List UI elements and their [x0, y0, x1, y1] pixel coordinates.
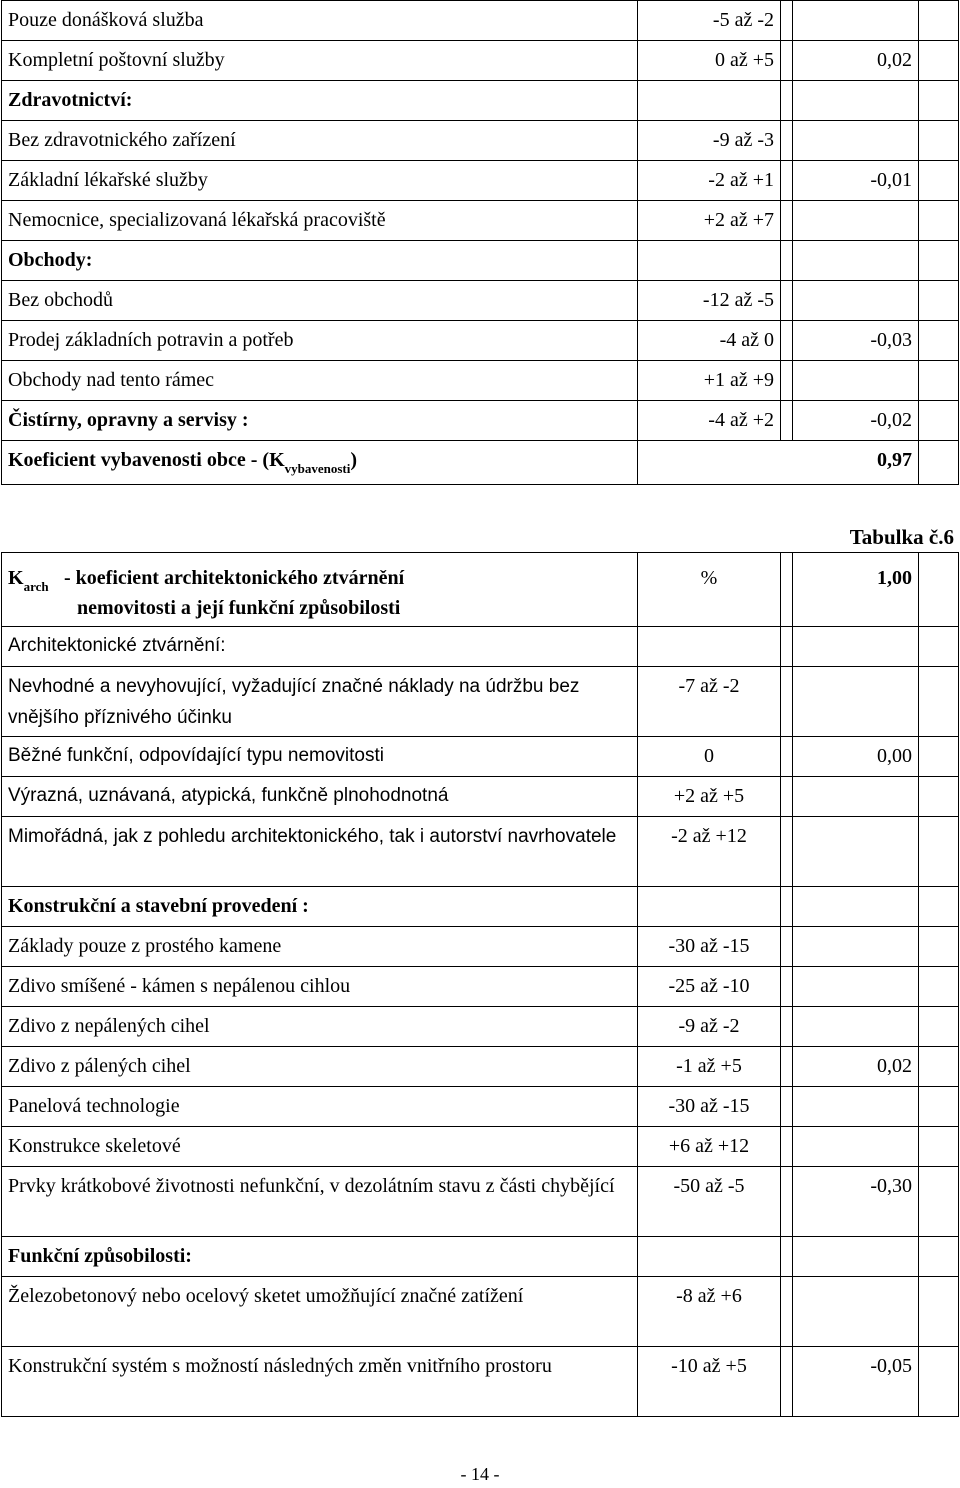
spacer-cell — [781, 361, 793, 401]
row-label: Prodej základních potravin a potřeb — [2, 321, 638, 361]
row-coefficient — [793, 887, 919, 927]
row-coefficient — [793, 1007, 919, 1047]
spacer-cell — [919, 241, 959, 281]
row-coefficient — [793, 667, 919, 737]
page-number: - 14 - — [460, 1464, 500, 1484]
spacer-cell — [919, 1167, 959, 1237]
spacer-cell — [919, 1007, 959, 1047]
spacer-cell — [919, 627, 959, 667]
spacer-cell — [781, 1007, 793, 1047]
spacer-cell — [781, 1087, 793, 1127]
table-row — [2, 967, 959, 1007]
table-row — [2, 1167, 959, 1237]
table-row — [2, 777, 959, 817]
table-row — [2, 401, 959, 441]
row-coefficient: 0,00 — [793, 737, 919, 777]
row-range: 0 až +5 — [638, 41, 781, 81]
row-range — [638, 887, 781, 927]
row-label: Základní lékařské služby — [2, 161, 638, 201]
amenities-table — [1, 0, 959, 485]
row-coefficient — [793, 817, 919, 887]
amenities-table-body — [2, 1, 959, 485]
row-range: -4 až 0 — [638, 321, 781, 361]
total-label-text: Koeficient vybavenosti obce - (K — [8, 449, 285, 471]
row-coefficient — [793, 1127, 919, 1167]
total-label — [2, 441, 638, 485]
spacer-cell — [781, 41, 793, 81]
spacer-cell — [919, 121, 959, 161]
row-coefficient — [793, 281, 919, 321]
row-label: Konstrukční systém s možností následných změn vnitřního prostoru — [2, 1347, 638, 1417]
row-coefficient — [793, 121, 919, 161]
table-row — [2, 1127, 959, 1167]
row-label: Bez obchodů — [2, 281, 638, 321]
spacer-cell — [781, 967, 793, 1007]
spacer-cell — [919, 1047, 959, 1087]
k-subscript: arch — [23, 579, 49, 594]
row-label: Bez zdravotnického zařízení — [2, 121, 638, 161]
k-symbol: K — [8, 567, 24, 589]
row-coefficient: -0,02 — [793, 401, 919, 441]
spacer-cell — [781, 281, 793, 321]
row-coefficient: -0,03 — [793, 321, 919, 361]
spacer-cell — [781, 401, 793, 441]
row-range: -25 až -10 — [638, 967, 781, 1007]
table-row — [2, 201, 959, 241]
row-range: -10 až +5 — [638, 1347, 781, 1417]
spacer-cell — [919, 401, 959, 441]
total-label-subscript: vybavenosti — [284, 461, 351, 476]
row-label: Kompletní poštovní služby — [2, 41, 638, 81]
spacer-cell — [781, 161, 793, 201]
row-range: -4 až +2 — [638, 401, 781, 441]
row-range: -9 až -2 — [638, 1007, 781, 1047]
row-range: -30 až -15 — [638, 1087, 781, 1127]
spacer-cell — [919, 1127, 959, 1167]
row-range: -1 až +5 — [638, 1047, 781, 1087]
row-range: -8 až +6 — [638, 1277, 781, 1347]
spacer-cell — [781, 667, 793, 737]
row-coefficient: -0,01 — [793, 161, 919, 201]
spacer-cell — [781, 1127, 793, 1167]
row-label: Čistírny, opravny a servisy : — [2, 401, 638, 441]
row-label: Běžné funkční, odpovídající typu nemovitosti — [2, 737, 638, 777]
spacer-cell — [781, 1, 793, 41]
spacer-cell — [781, 121, 793, 161]
row-coefficient — [793, 967, 919, 1007]
weight-header: 1,00 — [793, 553, 919, 627]
row-label: Zdivo smíšené - kámen s nepálenou cihlou — [2, 967, 638, 1007]
table-row — [2, 361, 959, 401]
row-coefficient — [793, 81, 919, 121]
table-row — [2, 281, 959, 321]
spacer-cell — [781, 241, 793, 281]
row-label: Zdivo z nepálených cihel — [2, 1007, 638, 1047]
unit-header: % — [638, 553, 781, 627]
row-coefficient: 0,02 — [793, 1047, 919, 1087]
table-row — [2, 627, 959, 667]
row-range: -30 až -15 — [638, 927, 781, 967]
table-row — [2, 161, 959, 201]
spacer-cell — [781, 201, 793, 241]
row-range: -12 až -5 — [638, 281, 781, 321]
row-label: Konstrukční a stavební provedení : — [2, 887, 638, 927]
row-label: Architektonické ztvárnění: — [2, 627, 638, 667]
row-label: Zdravotnictví: — [2, 81, 638, 121]
row-label: Nevhodné a nevyhovující, vyžadující značné náklady na údržbu bez vnějšího příznivého účinku — [2, 667, 638, 737]
row-coefficient — [793, 777, 919, 817]
row-coefficient: 0,02 — [793, 41, 919, 81]
row-label: Prvky krátkobové životnosti nefunkční, v dezolátním stavu z části chybějící — [2, 1167, 638, 1237]
table-row — [2, 1007, 959, 1047]
table-row — [2, 81, 959, 121]
row-range: +2 až +5 — [638, 777, 781, 817]
row-coefficient — [793, 1087, 919, 1127]
spacer-cell — [919, 41, 959, 81]
row-range — [638, 627, 781, 667]
table-row — [2, 1277, 959, 1347]
table-row — [2, 927, 959, 967]
row-range: 0 — [638, 737, 781, 777]
row-range — [638, 1237, 781, 1277]
row-label: Zdivo z pálených cihel — [2, 1047, 638, 1087]
row-range: +2 až +7 — [638, 201, 781, 241]
table-row — [2, 1087, 959, 1127]
spacer-cell — [781, 1237, 793, 1277]
row-coefficient — [793, 627, 919, 667]
table-row — [2, 121, 959, 161]
spacer-cell — [919, 667, 959, 737]
row-label: Pouze donášková služba — [2, 1, 638, 41]
spacer-cell — [919, 927, 959, 967]
spacer-cell — [919, 1277, 959, 1347]
spacer-cell — [781, 321, 793, 361]
row-label: Nemocnice, specializovaná lékařská pracoviště — [2, 201, 638, 241]
architecture-table — [1, 552, 959, 1417]
table-row — [2, 41, 959, 81]
spacer-cell — [919, 361, 959, 401]
spacer-cell — [781, 777, 793, 817]
row-coefficient: -0,30 — [793, 1167, 919, 1237]
row-label: Železobetonový nebo ocelový sketet umožňující značné zatížení — [2, 1277, 638, 1347]
spacer-cell — [919, 887, 959, 927]
table-row — [2, 817, 959, 887]
spacer-cell — [919, 967, 959, 1007]
row-coefficient — [793, 927, 919, 967]
heading-line-2: nemovitosti a její funkční způsobilosti — [77, 597, 401, 619]
row-label: Obchody: — [2, 241, 638, 281]
table-row — [2, 1047, 959, 1087]
row-label: Konstrukce skeletové — [2, 1127, 638, 1167]
spacer-cell — [781, 887, 793, 927]
spacer-cell — [919, 1347, 959, 1417]
row-coefficient — [793, 201, 919, 241]
row-coefficient: -0,05 — [793, 1347, 919, 1417]
row-coefficient — [793, 1277, 919, 1347]
spacer-cell — [919, 201, 959, 241]
architecture-header-row — [2, 553, 959, 627]
total-value: 0,97 — [793, 441, 919, 485]
spacer-cell — [919, 281, 959, 321]
row-label: Obchody nad tento rámec — [2, 361, 638, 401]
table-row — [2, 241, 959, 281]
spacer-cell — [781, 627, 793, 667]
row-range: -9 až -3 — [638, 121, 781, 161]
spacer-cell — [919, 1, 959, 41]
spacer-cell — [781, 1347, 793, 1417]
row-range: +1 až +9 — [638, 361, 781, 401]
row-coefficient — [793, 361, 919, 401]
spacer-cell — [919, 321, 959, 361]
row-range: -5 až -2 — [638, 1, 781, 41]
spacer-cell — [919, 1087, 959, 1127]
row-label: Základy pouze z prostého kamene — [2, 927, 638, 967]
spacer-cell — [919, 1237, 959, 1277]
row-label: Funkční způsobilosti: — [2, 1237, 638, 1277]
spacer-cell — [781, 1277, 793, 1347]
table-row — [2, 887, 959, 927]
table-row — [2, 1237, 959, 1277]
table-caption: Tabulka č.6 — [849, 525, 954, 549]
spacer-cell — [919, 81, 959, 121]
spacer-cell — [919, 777, 959, 817]
row-range: +6 až +12 — [638, 1127, 781, 1167]
row-coefficient — [793, 241, 919, 281]
table-row — [2, 667, 959, 737]
row-range: -2 až +1 — [638, 161, 781, 201]
spacer-cell — [781, 81, 793, 121]
row-coefficient — [793, 1, 919, 41]
table-row — [2, 1347, 959, 1417]
row-range — [638, 81, 781, 121]
spacer-cell — [781, 1047, 793, 1087]
spacer-cell — [919, 161, 959, 201]
table-row — [2, 737, 959, 777]
row-range: -7 až -2 — [638, 667, 781, 737]
table-row — [2, 321, 959, 361]
total-row — [2, 441, 959, 485]
row-label: Výrazná, uznávaná, atypická, funkčně plnohodnotná — [2, 777, 638, 817]
row-coefficient — [793, 1237, 919, 1277]
spacer-cell — [919, 737, 959, 777]
row-range — [638, 241, 781, 281]
spacer-cell — [781, 737, 793, 777]
spacer-cell — [781, 927, 793, 967]
spacer-cell — [919, 817, 959, 887]
spacer-cell — [781, 1167, 793, 1237]
row-label: Panelová technologie — [2, 1087, 638, 1127]
table-row — [2, 1, 959, 41]
architecture-table-body — [2, 553, 959, 1417]
coefficient-heading — [2, 553, 638, 627]
spacer-cell — [781, 817, 793, 887]
row-range: -50 až -5 — [638, 1167, 781, 1237]
row-label: Mimořádná, jak z pohledu architektonického, tak i autorství navrhovatele — [2, 817, 638, 887]
heading-line-1: - koeficient architektonického ztvárnění — [64, 567, 405, 589]
total-label-close: ) — [350, 449, 358, 471]
row-range: -2 až +12 — [638, 817, 781, 887]
